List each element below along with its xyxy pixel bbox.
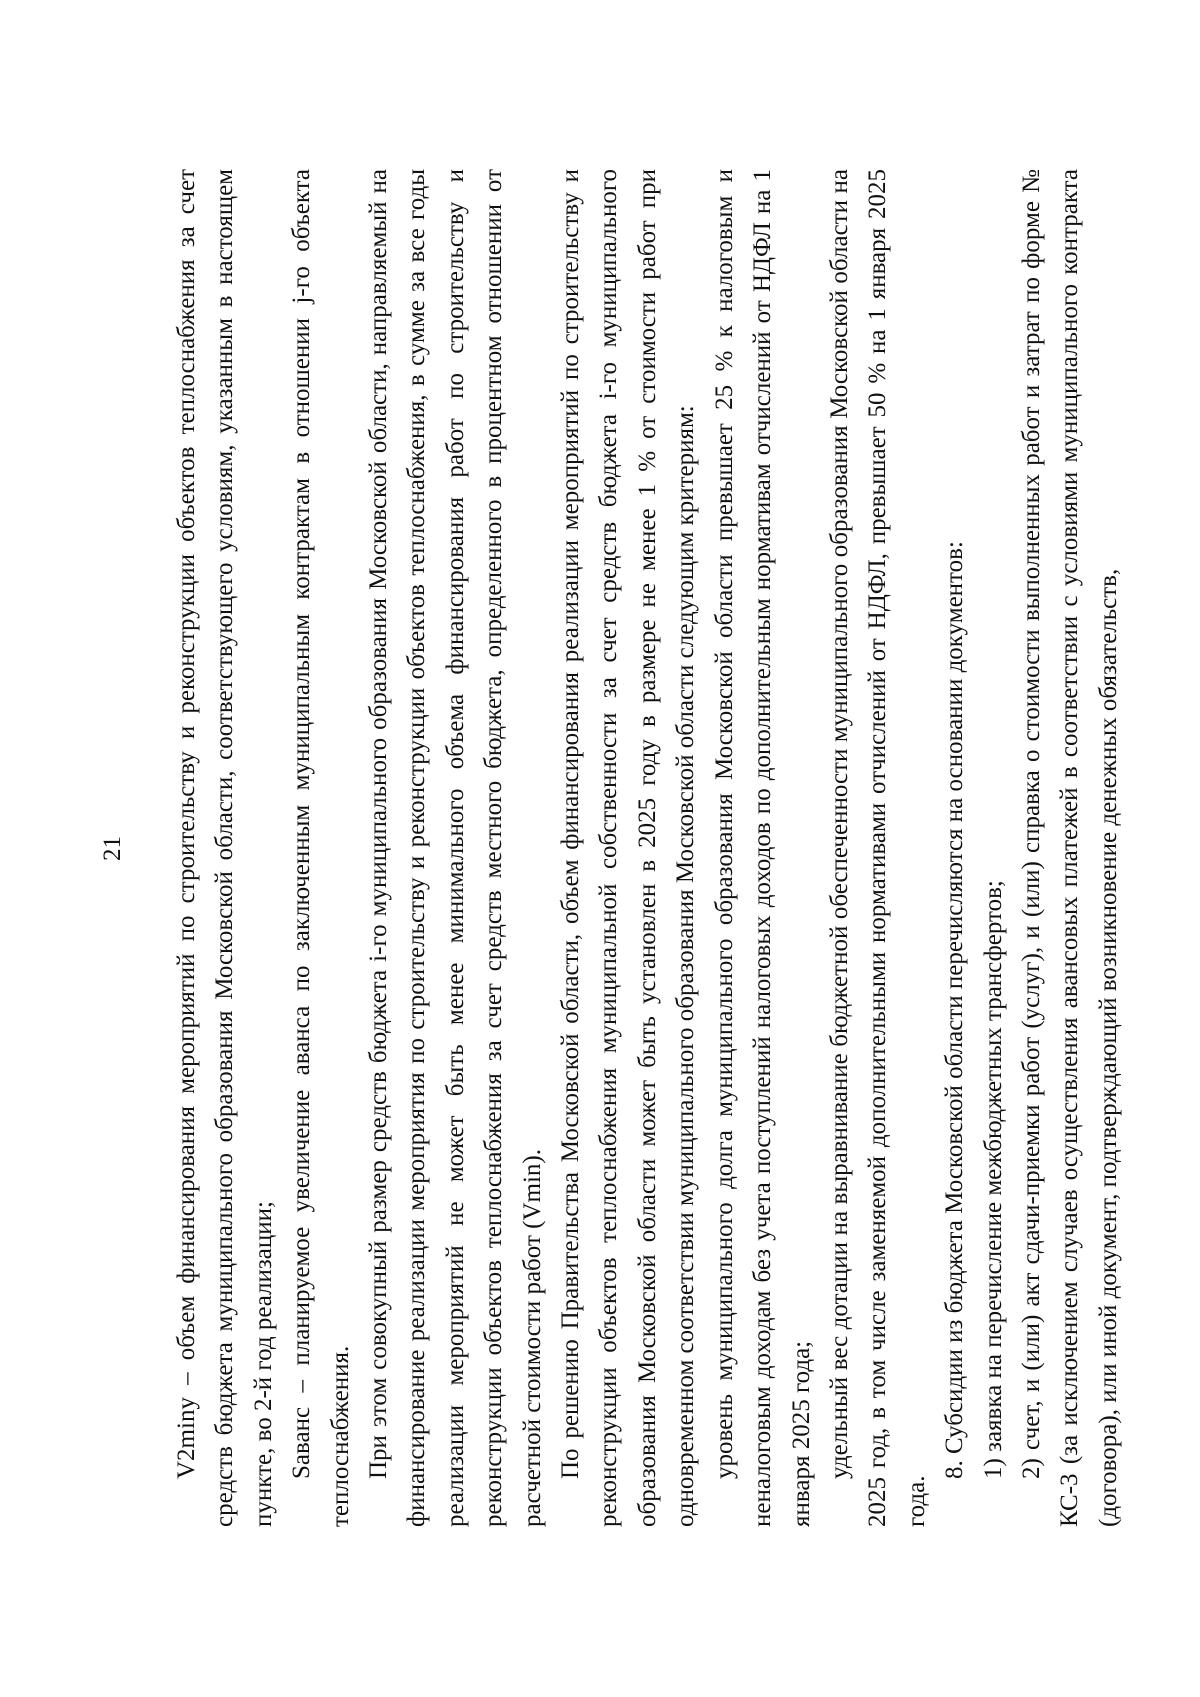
paragraph-v2miny: V2miny – объем финансирования мероприятий по строительству и реконструкции объектов теплоснабжения за счет средств бюджета муниципального образования Московской области, соответствующего условиям, указанным в настоящем пункте, во 2-й год реализации; bbox=[173, 169, 277, 1527]
paragraph-savans: Sаванс – планируемое увеличение аванса по заключенным муниципальным контрактам в отношении j-го объекта теплоснабжения. bbox=[288, 169, 354, 1527]
paragraph-government-decision: По решению Правительства Московской области, объем финансирования реализации мероприятий по строительству и реконструкции объектов теплоснабжения муниципальной собственности за счет средств бюджета i-го муниципального образования Московской области может быть установлен в 2025 году в размере не менее 1 % от стоимости работ при одновременном соответствии муниципального образования Московской области следующим критериям: bbox=[557, 169, 700, 1527]
paragraph-subsidy-criterion: удельный вес дотации на выравнивание бюджетной обеспеченности муниципального образования Московской области на 2025 год, в том числе заменяемой дополнительными нормативами отчислений от НДФЛ, превышает 50 % на 1 января 2025 года. bbox=[825, 169, 930, 1527]
list-item-2: 2) счет, и (или) акт сдачи-приемки работ (услуг), и (или) справка о стоимости выполненных работ и затрат по форме № КС-3 (за исключением случаев осуществления авансовых платежей в соответствии с условиями муниципального контракта (договора), или иной документ, подтверждающий возникновение денежных обязательств, bbox=[1017, 169, 1122, 1527]
paragraph-section-8: 8. Субсидии из бюджета Московской области перечисляются на основании документов: bbox=[941, 541, 969, 1479]
document-body bbox=[168, 169, 1128, 1527]
paragraph-debt-criterion: уровень муниципального долга муниципального образования Московской области превышает 25 % к налоговым и неналоговым доходам без учета поступлений налоговых доходов по дополнительным нормативам отчислений от НДФЛ на 1 января 2025 года; bbox=[710, 169, 815, 1527]
page-number: 21 bbox=[99, 836, 126, 861]
list-item-1: 1) заявка на перечисление межбюджетных трансфертов; bbox=[979, 880, 1007, 1479]
paragraph-total-budget: При этом совокупный размер средств бюджета i-го муниципального образования Московской области, направляемый на финансирование реализации мероприятия по строительству и реконструкции объектов теплоснабжения, в сумме за все годы реализации мероприятий не может быть менее минимального объема финансирования работ по строительству и реконструкции объектов теплоснабжения за счет средств местного бюджета, определенного в процентном отношении от расчетной стоимости работ (Vmin). bbox=[365, 169, 546, 1527]
